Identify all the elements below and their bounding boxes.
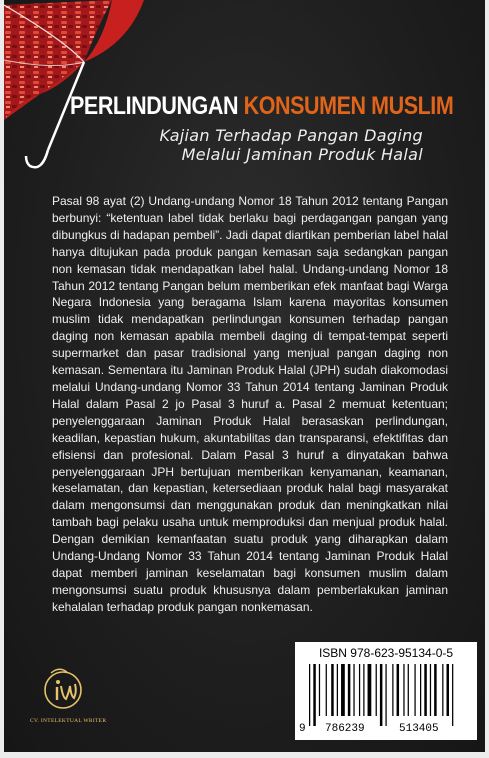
barcode-bar	[313, 664, 316, 726]
subtitle-line-1: Kajian Terhadap Pangan Daging	[159, 126, 423, 145]
barcode-bar	[337, 664, 338, 716]
publisher-emblem-icon	[41, 668, 85, 712]
isbn-label: ISBN 978-623-95134-0-5	[318, 646, 454, 660]
isbn-barcode	[295, 642, 477, 740]
title-part-2: KONSUMEN MUSLIM	[243, 92, 454, 120]
barcode-first-digit: 9	[299, 723, 306, 735]
barcode-bar	[363, 664, 364, 716]
barcode-group-2: 513405	[399, 723, 439, 735]
barcode-bar	[424, 664, 427, 716]
barcode-bar	[319, 664, 320, 716]
barcode-bar	[380, 664, 383, 726]
synopsis-text: Pasal 98 ayat (2) Undang-undang Nomor 18 Tahun 2012 tentang Pangan berbunyi: “ketentuan label tidak berlaku bagi perdagangan pangan yang dibungkus di hadapan pembeli”. Jadi dapat diartikan pemberian label halal hanya ditujukan pada produk pangan kemasan saja sedangkan pangan non kemasan tidak mendapatkan label halal. Undang-undang Nomor 18 Tahun 2012 tentang Pangan belum memberikan efek manfaat bagi Warga Negara Indonesia yang beragama Islam karena mayoritas konsumen muslim tidak mendapatkan perlindungan konsumen terhadap pangan daging non kemasan apabila membeli daging di tempat-tempat seperti supermarket dan pasar tradisional yang menjual pangan daging non kemasan. Sementara itu Jaminan Produk Halal (JPH) sudah diakomodasi melalui Undang-undang Nomor 33 Tahun 2014 tentang Jaminan Produk Halal dalam Pasal 2 jo Pasal 3 huruf a. Pasal 2 memuat ketentuan; penyelenggaraan Jaminan Produk Halal berasaskan perlindungan, keadilan, kepastian hukum, akuntabilitas dan transparansi, efektifitas dan efisiensi dan profesional. Dalam Pasal 3 huruf a dinyatakan bahwa penyelenggaraan JPH bertujuan memberikan kenyamanan, keamanan, keselamatan, dan kepastian, ketersediaan produk halal bagi masyarakat dalam mengonsumsi dan menggunakan produk dan meningkatkan nilai tambah bagi pelaku usaha untuk memproduksi dan menjual produk halal. Dengan demikian kemanfaatan suatu produk yang diharapkan dalam Undang-Undang Nomor 33 Tahun 2014 tentang Jaminan Produk Halal dapat memberi jaminan keselamatan bagi konsumen muslim dalam mengonsumsi suatu produk khususnya dalam pemberlakukan jaminan kehalalan terhadap produk pangan nonkemasan.	[52, 194, 448, 614]
barcode-bar	[397, 664, 400, 716]
barcode-bar	[452, 664, 453, 726]
barcode-bar	[368, 664, 372, 716]
barcode-group-1: 786239	[325, 723, 365, 735]
barcode-bar	[341, 664, 345, 716]
barcode-bar	[392, 664, 393, 716]
subtitle-line-2: Melalui Jaminan Produk Halal	[181, 145, 423, 164]
barcode-bar	[309, 664, 310, 726]
book-subtitle	[159, 126, 423, 164]
barcode-bar	[353, 664, 354, 716]
barcode-bar	[359, 664, 360, 716]
barcode-bar	[442, 664, 443, 716]
barcode-bar	[408, 664, 409, 716]
barcode-bar	[348, 664, 351, 716]
publisher-name: CV. INTELEKTUAL WRITER	[30, 718, 107, 724]
book-back-cover	[4, 0, 485, 752]
barcode-bar	[430, 664, 431, 716]
barcode-bar	[420, 664, 421, 716]
title-part-1: PERLINDUNGAN	[70, 92, 239, 120]
barcode-bar	[376, 664, 377, 716]
book-title	[70, 92, 453, 121]
barcode-bar	[331, 664, 334, 716]
barcode-bar	[414, 664, 415, 716]
barcode-bar	[403, 664, 404, 716]
barcode-bar	[434, 664, 437, 716]
barcode-bar	[326, 664, 327, 716]
barcode-bars	[309, 664, 469, 726]
publisher-logo	[30, 668, 107, 724]
umbrella-graphic	[4, 0, 154, 175]
barcode-bar	[447, 664, 450, 716]
barcode-bar	[385, 664, 386, 726]
